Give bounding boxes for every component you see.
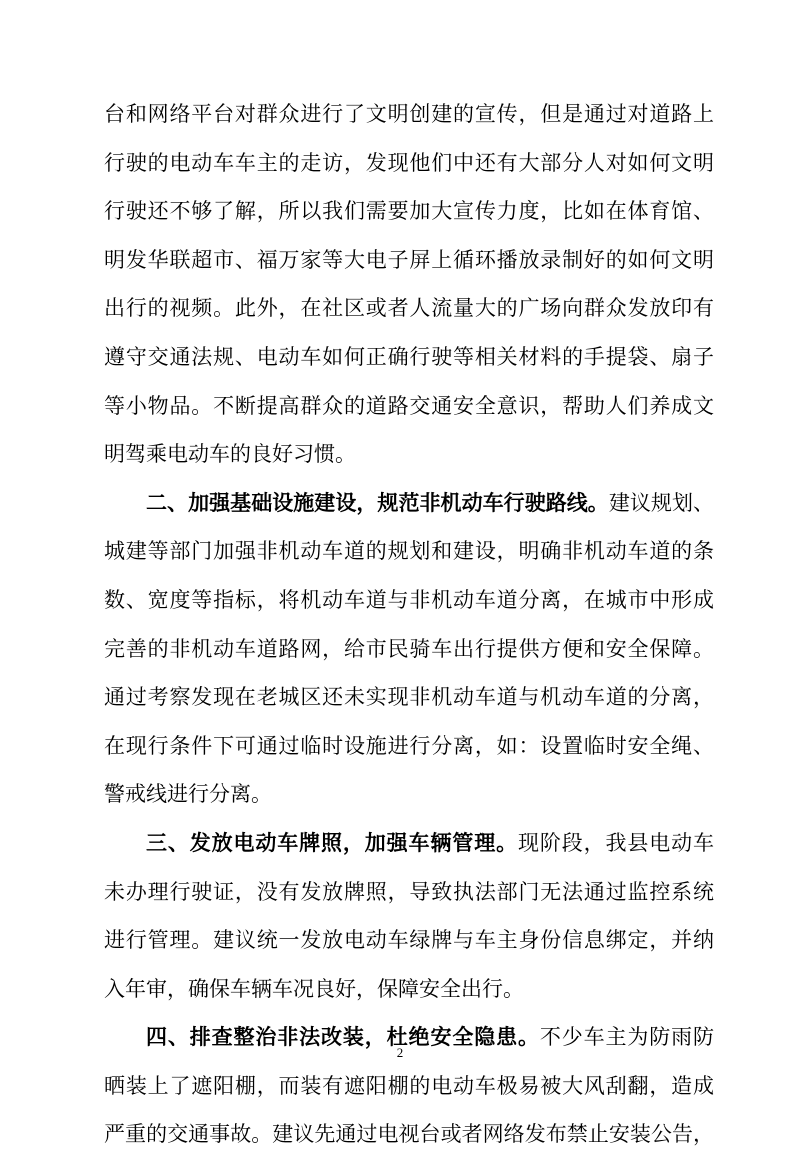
text-line: 晒装上了遮阳棚，而装有遮阳棚的电动车极易被大风刮翻，造成 [104,1073,714,1098]
text-line: 严重的交通事故。建议先通过电视台或者网络发布禁止安装公告， [104,1122,714,1147]
paragraph-first-line [104,479,714,528]
section-heading: 三、发放电动车牌照，加强车辆管理。 [146,829,518,855]
text-line: 遵守交通法规、电动车如何正确行驶等相关材料的手提袋、扇子 [104,344,714,369]
text-line: 通过考察发现在老城区还未实现非机动车道与机动车道的分离， [104,685,714,710]
page-number: 2 [396,1045,404,1060]
text-line: 在现行条件下可通过临时设施进行分离，如：设置临时安全绳、 [104,733,714,758]
section-heading: 二、加强基础设施建设，规范非机动车行驶路线。 [146,489,609,515]
text-line: 台和网络平台对群众进行了文明创建的宣传，但是通过对道路上 [104,102,714,126]
heading-trailing-text: 建议规划、 [608,490,715,515]
text-line: 数、宽度等指标，将机动车道与非机动车道分离，在城市中形成 [104,587,714,612]
document-page [104,90,714,1159]
paragraph-3 [104,819,714,1013]
paragraph-4 [104,1013,714,1159]
paragraph-2 [104,479,714,819]
text-line: 城建等部门加强非机动车道的规划和建设，明确非机动车道的条 [104,539,714,564]
heading-trailing-text: 不少车主为防雨防 [539,1025,715,1050]
paragraph-first-line [104,819,714,868]
text-line: 未办理行驶证，没有发放牌照，导致执法部门无法通过监控系统 [104,879,714,904]
section-heading: 四、排查整治非法改装，杜绝安全隐患。 [146,1024,540,1050]
text-line: 入年审，确保车辆车况良好，保障安全出行。 [104,976,524,1001]
text-line: 明发华联超市、福万家等大电子屏上循环播放录制好的如何文明 [104,247,714,272]
text-line: 进行管理。建议统一发放电动车绿牌与车主身份信息绑定，并纳 [104,928,714,953]
text-line: 警戒线进行分离。 [104,782,272,807]
paragraph-1 [104,90,714,479]
text-line: 出行的视频。此外，在社区或者人流量大的广场向群众发放印有 [104,296,714,321]
text-line: 明驾乘电动车的良好习惯。 [104,442,356,467]
text-line: 等小物品。不断提高群众的道路交通安全意识，帮助人们养成文 [104,393,714,418]
heading-trailing-text: 现阶段，我县电动车 [517,830,715,855]
text-line: 完善的非机动车道路网，给市民骑车出行提供方便和安全保障。 [104,636,714,661]
text-line: 行驶的电动车车主的走访，发现他们中还有大部分人对如何文明 [104,150,714,175]
text-line: 行驶还不够了解，所以我们需要加大宣传力度，比如在体育馆、 [104,199,714,224]
